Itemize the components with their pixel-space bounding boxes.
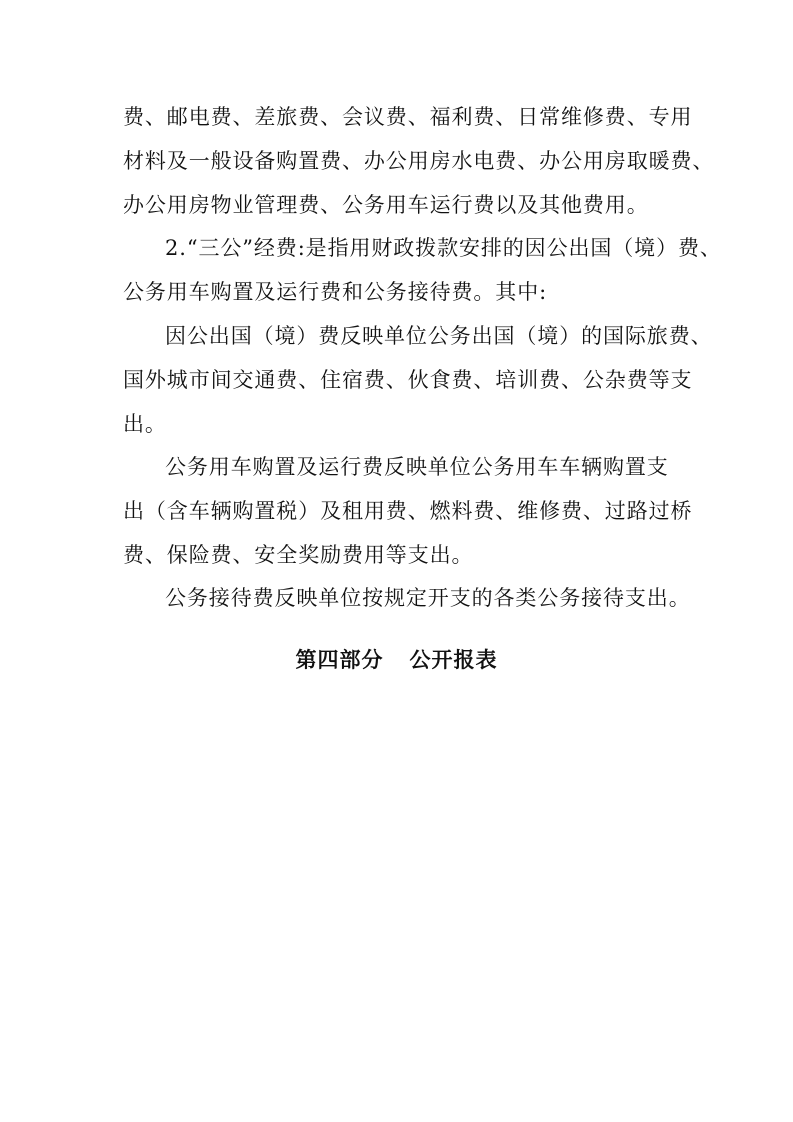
body-text-line: 国外城市间交通费、住宿费、伙食费、培训费、公杂费等支 [123,368,693,392]
body-text-line: 公务用车购置及运行费反映单位公务用车车辆购置支 [165,455,669,479]
body-text-line: 出。 [123,412,167,436]
body-text-line: 出（含车辆购置税）及租用费、燃料费、维修费、过路过桥 [123,499,693,523]
body-text-line: 材料及一般设备购置费、办公用房水电费、办公用房取暖费、 [123,149,715,173]
body-text-line: 办公用房物业管理费、公务用车运行费以及其他费用。 [123,193,649,217]
section-heading-part: 第四部分 [295,648,384,672]
section-heading [0,648,793,672]
body-text-line: 费、邮电费、差旅费、会议费、福利费、日常维修费、专用 [123,105,693,129]
body-text-line: 公务用车购置及运行费和公务接待费。其中: [123,280,548,304]
body-text-line: 因公出国（境）费反映单位公务出国（境）的国际旅费、 [165,324,713,348]
body-text-line: 公务接待费反映单位按规定开支的各类公务接待支出。 [165,586,691,610]
body-text-line: 2.“三公”经费:是指用财政拨款安排的因公出国（境）费、 [165,236,722,260]
body-text-line: 费、保险费、安全奖励费用等支出。 [123,543,474,567]
section-heading-title: 公开报表 [409,648,498,672]
